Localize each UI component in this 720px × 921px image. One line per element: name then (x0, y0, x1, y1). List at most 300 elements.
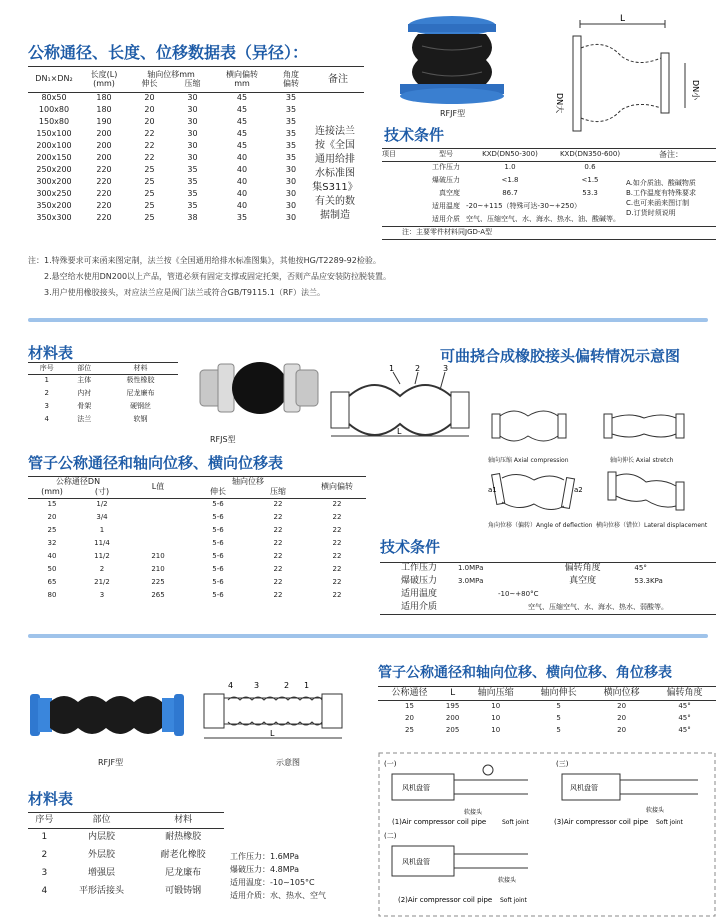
table-cell: 平形活接头 (78, 885, 124, 896)
table-cell: 22 (273, 591, 283, 600)
table-cell: 5-6 (212, 591, 224, 600)
table-cell: 5 (556, 725, 561, 734)
table-cell: 3/4 (96, 513, 108, 522)
rfjs-union-joint-image (196, 350, 320, 430)
tech2-title: 技术条件 (380, 538, 441, 556)
s2-col-ext: 伸长 (210, 487, 226, 497)
table-row (28, 829, 224, 847)
table-cell: 35 (236, 213, 248, 223)
table-cell: 5-6 (212, 526, 224, 535)
table-cell: 3 (44, 402, 49, 411)
table-cell: 40 (236, 201, 248, 211)
table-cell: 法兰 (77, 415, 92, 424)
rfjs-label: RFJS型 (210, 435, 236, 444)
table-cell: 220 (96, 189, 112, 199)
table-cell: 45 (236, 129, 248, 139)
table-cell: 20 (144, 117, 155, 127)
table-cell: 25 (405, 725, 414, 734)
col-length: 长度(L) (90, 69, 118, 79)
mat2-h0: 序号 (35, 814, 54, 825)
table-cell: 5-6 (212, 513, 224, 522)
section-L: L (397, 427, 402, 436)
tech1-remark-line: D.订货时须说明 (626, 209, 676, 217)
table-cell: 80x50 (41, 93, 67, 103)
col-lateral: 横向偏转 (226, 69, 258, 79)
tech1-val1: 86.7 (502, 189, 518, 198)
table-cell: 耐热橡胶 (165, 831, 202, 842)
table-row (28, 512, 366, 525)
tech2-val: 1.0MPa (458, 564, 484, 573)
table-cell: 5 (556, 701, 561, 710)
table-cell: 30 (285, 165, 297, 175)
table-cell: 22 (273, 578, 283, 587)
tech1-label: 工作压力 (432, 163, 460, 172)
tech2-label: 工作压力 (400, 563, 437, 574)
soft-joint-3: Soft joint (656, 819, 683, 826)
s3-h2: 轴向压缩 (477, 687, 514, 698)
tech1-remark-line: C.也可来函来图订制 (626, 199, 690, 207)
callout-2: 2 (415, 364, 421, 373)
table-cell: 22 (332, 578, 342, 587)
table-cell: 1 (41, 831, 48, 842)
rfjf-label-top: RFJF型 (440, 109, 466, 118)
label-axial-comp: 轴向压缩 Axial compression (488, 457, 569, 464)
section2-title: 管子公称通径和轴向位移、横向位移表 (28, 454, 284, 472)
table-row (28, 551, 366, 564)
table-cell (128, 512, 188, 525)
table-cell: 软钢 (133, 415, 148, 424)
section1-title: 公称通径、长度、位移数据表（异径）： (28, 43, 309, 62)
sch-callout-3: 3 (254, 681, 260, 690)
table-cell: 45 (236, 105, 248, 115)
tech1-label: 真空度 (439, 189, 460, 198)
table-cell: 20 (617, 701, 627, 710)
col-axial: 轴向位移mm (147, 69, 195, 79)
table-cell: 300x200 (36, 177, 72, 187)
table-row (28, 865, 224, 883)
table-cell: 100x80 (38, 105, 70, 115)
table-cell: 22 (144, 153, 155, 163)
s2-col-L: L值 (151, 482, 165, 492)
table-row (28, 105, 364, 117)
tech1-footnote: 注：主要零件材料同JGD-A型 (402, 228, 493, 237)
tech1-val1: 1.0 (504, 163, 516, 172)
table-cell: 35 (187, 189, 198, 199)
table-cell: 20 (144, 105, 155, 115)
sch-callout-4: 4 (228, 681, 234, 690)
tech1-temp-value: -20~+115（特殊可达-30~+250） (466, 202, 582, 211)
schematic-label: 示意图 (276, 758, 300, 767)
col-remark: 备注 (312, 67, 364, 93)
s2-col-dn: 公称通径DN (55, 476, 101, 486)
table-cell: 30 (285, 201, 297, 211)
table-cell: 5-6 (212, 539, 224, 548)
mat1-h2: 材料 (133, 363, 148, 372)
materials-table-1 (28, 362, 178, 427)
caption-1: (1)Air compressor coil pipe (392, 818, 487, 826)
table-cell: 32 (47, 539, 57, 548)
tech1-remarks (626, 178, 696, 218)
table-cell: 20 (144, 93, 155, 103)
mat1-h0: 序号 (39, 363, 54, 372)
table-cell: 220 (96, 177, 112, 187)
displacement-table-union (378, 686, 716, 737)
tech2-val: 3.0MPa (458, 577, 484, 586)
table-cell: 210 (151, 565, 165, 574)
table-cell: 20 (617, 725, 627, 734)
table-row (28, 847, 224, 865)
s2-col-lateral: 横向偏转 (321, 482, 353, 492)
tech1-val2: 0.6 (584, 163, 596, 172)
table-cell: 45° (678, 713, 691, 722)
label-a1: a1 (488, 486, 497, 494)
panel3-label: (三) (556, 760, 569, 768)
sch-callout-1: 1 (304, 681, 310, 690)
tech-conditions-table-2 (380, 562, 716, 615)
tech1-media-value: 空气、压缩空气、水、海水、热水、油、酸碱等。 (466, 214, 620, 223)
table-cell: 22 (332, 500, 342, 509)
table-cell: 45 (236, 141, 248, 151)
remark-line: 通用给排 (315, 154, 355, 165)
table-row (380, 576, 716, 589)
table-cell: 22 (273, 565, 283, 574)
tech2-temp-label: 适用温度 (400, 589, 437, 600)
table-cell: 350x200 (36, 201, 72, 211)
label-lateral-disp: 横向位移（错位）Lateral displacement (596, 522, 708, 529)
table-cell: 25 (47, 526, 57, 535)
s3-h3: 轴向伸长 (540, 687, 577, 698)
installation-diagram (378, 752, 718, 918)
table-cell: 35 (285, 105, 297, 115)
table-cell: 极性橡胶 (126, 376, 155, 385)
tech1-h3: KXD(DN350-600) (559, 150, 621, 159)
table-cell: 45 (236, 117, 248, 127)
panel1-label: (一) (384, 760, 397, 768)
table-cell: 35 (285, 129, 297, 139)
tech1-val2: <1.5 (581, 176, 599, 185)
spec-line: 爆破压力：4.8MPa (230, 865, 299, 874)
table-cell: 外层胶 (87, 849, 115, 860)
table-cell: 35 (187, 165, 198, 175)
col-dn: DN₁×DN₂ (28, 67, 80, 93)
table-cell: 22 (332, 539, 342, 548)
materials1-title: 材料表 (28, 344, 74, 362)
table-cell: 200x150 (36, 153, 72, 163)
col-comp: 压缩 (184, 78, 201, 88)
table-cell: 4 (44, 415, 49, 424)
table-cell: 10 (491, 701, 501, 710)
table-cell: 35 (187, 201, 198, 211)
table-cell: 内层胶 (87, 831, 115, 842)
axial-compression-icon (488, 404, 578, 454)
tech2-val2: 53.3KPa (634, 577, 663, 586)
table-cell: 硬钢丝 (130, 402, 151, 411)
materials2-title: 材料表 (28, 790, 74, 808)
table-cell: 22 (332, 565, 342, 574)
tech2-media-value: 空气、压缩空气、水、海水、热水、弱酸等。 (528, 602, 668, 611)
tech1-title: 技术条件 (384, 126, 445, 144)
dim-L: L (620, 14, 626, 24)
table-cell: 190 (96, 117, 112, 127)
tech1-label: 爆破压力 (432, 176, 460, 185)
table-cell: 3 (99, 591, 105, 600)
table-cell: 250x200 (36, 165, 72, 175)
table-cell: 2 (41, 849, 48, 860)
table-row (28, 375, 178, 388)
table-cell: 可锻铸钢 (165, 885, 202, 896)
soft-joint-1: Soft joint (502, 819, 529, 826)
table-cell: 4 (41, 885, 48, 896)
caption-3: (3)Air compressor coil pipe (554, 818, 649, 826)
table-cell: 205 (445, 725, 460, 734)
remark-line: 集S311》 (312, 182, 358, 193)
table-cell: 30 (187, 153, 198, 163)
table-row (28, 590, 366, 603)
table-cell: 耐老化橡胶 (160, 849, 206, 860)
tech1-remark-line: B.工作温度有特殊要求 (626, 189, 697, 197)
table-cell: 200x100 (36, 141, 72, 151)
table-cell: 50 (47, 565, 57, 574)
materials2-specs (230, 850, 326, 902)
table-cell: 35 (285, 117, 297, 127)
table-cell: 40 (236, 177, 248, 187)
table-cell: 30 (187, 93, 198, 103)
tech1-h1: 型号 (439, 150, 453, 159)
table-cell: 5-6 (212, 578, 224, 587)
tech2-label2: 偏转角度 (564, 563, 601, 574)
table-cell: 300x250 (36, 189, 72, 199)
table-cell: 5-6 (212, 500, 224, 509)
remark-line: 有关的数 (315, 196, 355, 207)
tech2-label2: 真空度 (569, 576, 597, 587)
table-cell: 200 (96, 153, 112, 163)
tech1-h4: 备注： (659, 149, 683, 159)
label-angle-def: 角向位移（偏转）Angle of deflection (488, 522, 593, 529)
table-cell: 22 (273, 513, 283, 522)
coil-3: 风机盘管 (570, 784, 598, 792)
table-row (378, 713, 716, 725)
table-cell: 22 (273, 552, 283, 561)
caption-2: (2)Air compressor coil pipe (398, 896, 493, 904)
table-row (28, 577, 366, 590)
remark-line: 连接法兰 (315, 126, 355, 137)
spec-line: 适用介质：水、热水、空气 (230, 891, 326, 900)
tech1-val2: 53.3 (582, 189, 598, 198)
table-row (28, 401, 178, 414)
table-cell: 35 (285, 153, 297, 163)
table-cell: 225 (151, 578, 165, 587)
dim-dn-small: DN小 (691, 80, 700, 101)
table-cell: 30 (187, 117, 198, 127)
deflection-title: 可曲挠合成橡胶接头偏转情况示意图 (440, 347, 681, 365)
remark-line: 水标准图 (315, 168, 355, 179)
table-cell: 30 (187, 141, 198, 151)
tech1-temp-label: 适用温度 (432, 202, 460, 211)
spec-line: 工作压力：1.6MPa (230, 852, 299, 861)
s2-col-axial: 轴向位移 (232, 476, 264, 486)
table-cell (128, 538, 188, 551)
tech2-label: 爆破压力 (400, 576, 437, 587)
tech1-media-label: 适用介质 (432, 214, 460, 223)
note-1: 注：1.特殊要求可来函来图定制，法兰按《全国通用给排水标准图集》，其他按HG/T2289-92检验。 (28, 256, 381, 265)
table-cell: 25 (144, 177, 155, 187)
table-cell: 40 (236, 153, 248, 163)
table-cell: 22 (332, 513, 342, 522)
table-row (378, 725, 716, 737)
s2-col-comp: 压缩 (270, 487, 286, 497)
table-cell (128, 525, 188, 538)
table-cell: 200 (96, 129, 112, 139)
table-cell: 5 (556, 713, 561, 722)
table-cell: 22 (273, 526, 283, 535)
table-cell: 40 (47, 552, 57, 561)
label-a2: a2 (574, 486, 583, 494)
col-ext: 伸长 (141, 78, 158, 88)
table-cell: 22 (273, 500, 283, 509)
table-cell: 20 (47, 513, 57, 522)
table-cell (128, 499, 188, 512)
table-cell: 22 (144, 129, 155, 139)
table-cell: 1 (44, 376, 49, 385)
tech2-val2: 45° (634, 564, 647, 573)
table-cell: 265 (151, 591, 165, 600)
table-row (28, 499, 366, 512)
mat2-h1: 部位 (92, 814, 111, 825)
remark-line: 据制造 (320, 210, 350, 221)
col-length-unit: (mm) (93, 78, 115, 88)
table-cell: 40 (236, 189, 248, 199)
mat2-h2: 材料 (174, 814, 193, 825)
s2-col-mm: (mm) (41, 487, 63, 497)
table-cell: 15 (405, 701, 414, 710)
rfjf-label-bottom: RFJF型 (98, 758, 124, 767)
table-cell: 25 (144, 189, 155, 199)
label-axial-stretch: 轴向伸长 Axial stretch (610, 457, 674, 464)
table-cell: 45° (678, 725, 691, 734)
table-cell: 10 (491, 713, 501, 722)
table-cell: 80 (47, 591, 57, 600)
table-row (28, 414, 178, 427)
table-row (28, 93, 364, 105)
table-cell: 10 (491, 725, 501, 734)
table-cell: 5-6 (212, 565, 224, 574)
table-cell: 30 (285, 177, 297, 187)
reducer-dimension-drawing (535, 8, 715, 138)
note-3: 3.用户使用橡胶接头，对应法兰应是阀门法兰或符合GB/T9115.1（RF）法兰。 (44, 288, 326, 297)
divider-2 (28, 634, 708, 638)
table-cell: 25 (144, 213, 155, 223)
angle-deflection-icon (488, 468, 588, 518)
table-cell: 增强层 (87, 867, 115, 878)
callout-3: 3 (443, 364, 449, 373)
table-cell: 尼龙廉布 (126, 389, 155, 398)
table-row (380, 563, 716, 576)
table-cell: 30 (187, 105, 198, 115)
remark-line: 按《全国 (315, 140, 355, 151)
table-cell: 200 (445, 713, 460, 722)
table-cell: 220 (96, 165, 112, 175)
table-cell: 30 (285, 213, 297, 223)
table-cell: 尼龙廉布 (165, 867, 202, 878)
s3-h5: 偏转角度 (666, 687, 703, 698)
coil-1: 风机盘管 (402, 784, 430, 792)
table-cell: 25 (144, 201, 155, 211)
section3-title: 管子公称通径和轴向位移、横向位移、角位移表 (378, 665, 672, 681)
coil-2: 风机盘管 (402, 858, 430, 866)
table-cell: 20 (405, 713, 414, 722)
divider-1 (28, 318, 708, 322)
table-cell: 21/2 (94, 578, 110, 587)
materials-table-2 (28, 812, 224, 901)
table-row (28, 564, 366, 577)
table-cell: 180 (96, 105, 112, 115)
table-cell: 22 (332, 526, 342, 535)
lateral-displacement-icon (604, 468, 694, 518)
table-cell: 15 (47, 500, 57, 509)
table-cell: 150x100 (36, 129, 72, 139)
dim-dn-big: DN大 (555, 93, 564, 114)
soft-joint-cn-1: 软接头 (464, 809, 483, 816)
table-cell: 22 (273, 539, 283, 548)
tech2-media-label: 适用介质 (400, 601, 437, 612)
sch-callout-2: 2 (284, 681, 290, 690)
tech1-val1: <1.8 (501, 176, 519, 185)
soft-joint-cn-3: 软接头 (646, 807, 665, 814)
tech1-remark-line: A.如介质油、酸碱物质 (626, 179, 696, 187)
table-cell: 内衬 (77, 389, 92, 398)
table-cell: 骨架 (77, 402, 92, 411)
rfjf-flange-joint-image (392, 8, 512, 108)
table-cell: 11/2 (94, 552, 110, 561)
s3-h1: L (450, 687, 456, 698)
tech2-temp-value: -10~+80°C (498, 590, 539, 599)
table-row (28, 388, 178, 401)
table-cell: 30 (187, 129, 198, 139)
table-cell: 150x80 (38, 117, 70, 127)
col-angle2: 偏转 (283, 78, 299, 88)
col-lateral-unit: mm (234, 78, 250, 88)
s3-h0: 公称通径 (391, 687, 428, 698)
table-cell: 2 (99, 565, 105, 574)
callout-1: 1 (389, 364, 395, 373)
table-cell: 2 (44, 389, 49, 398)
s3-h4: 横向位移 (603, 687, 640, 698)
table-cell: 主体 (77, 376, 92, 385)
table-cell: 65 (47, 578, 57, 587)
rfjf-blue-flange-image (28, 680, 188, 750)
s2-col-inch: (寸) (94, 487, 110, 497)
table-row (28, 538, 366, 551)
table-cell: 22 (144, 141, 155, 151)
table-cell: 200 (96, 141, 112, 151)
tech1-h2: KXD(DN50-300) (482, 150, 538, 159)
table-cell: 210 (151, 552, 165, 561)
table-cell: 350x300 (36, 213, 72, 223)
table-cell: 35 (187, 177, 198, 187)
schematic-drawing (198, 676, 348, 748)
table-cell: 25 (144, 165, 155, 175)
table-cell: 220 (96, 201, 112, 211)
dimension-table-union (28, 476, 366, 603)
soft-joint-cn-2: 软接头 (498, 877, 517, 884)
table-row (28, 883, 224, 901)
joint-section-drawing (325, 364, 475, 444)
soft-joint-2: Soft joint (500, 897, 527, 904)
table-cell: 20 (617, 713, 627, 722)
table-row (28, 525, 366, 538)
table-cell: 5-6 (212, 552, 224, 561)
table-cell: 11/4 (94, 539, 110, 548)
